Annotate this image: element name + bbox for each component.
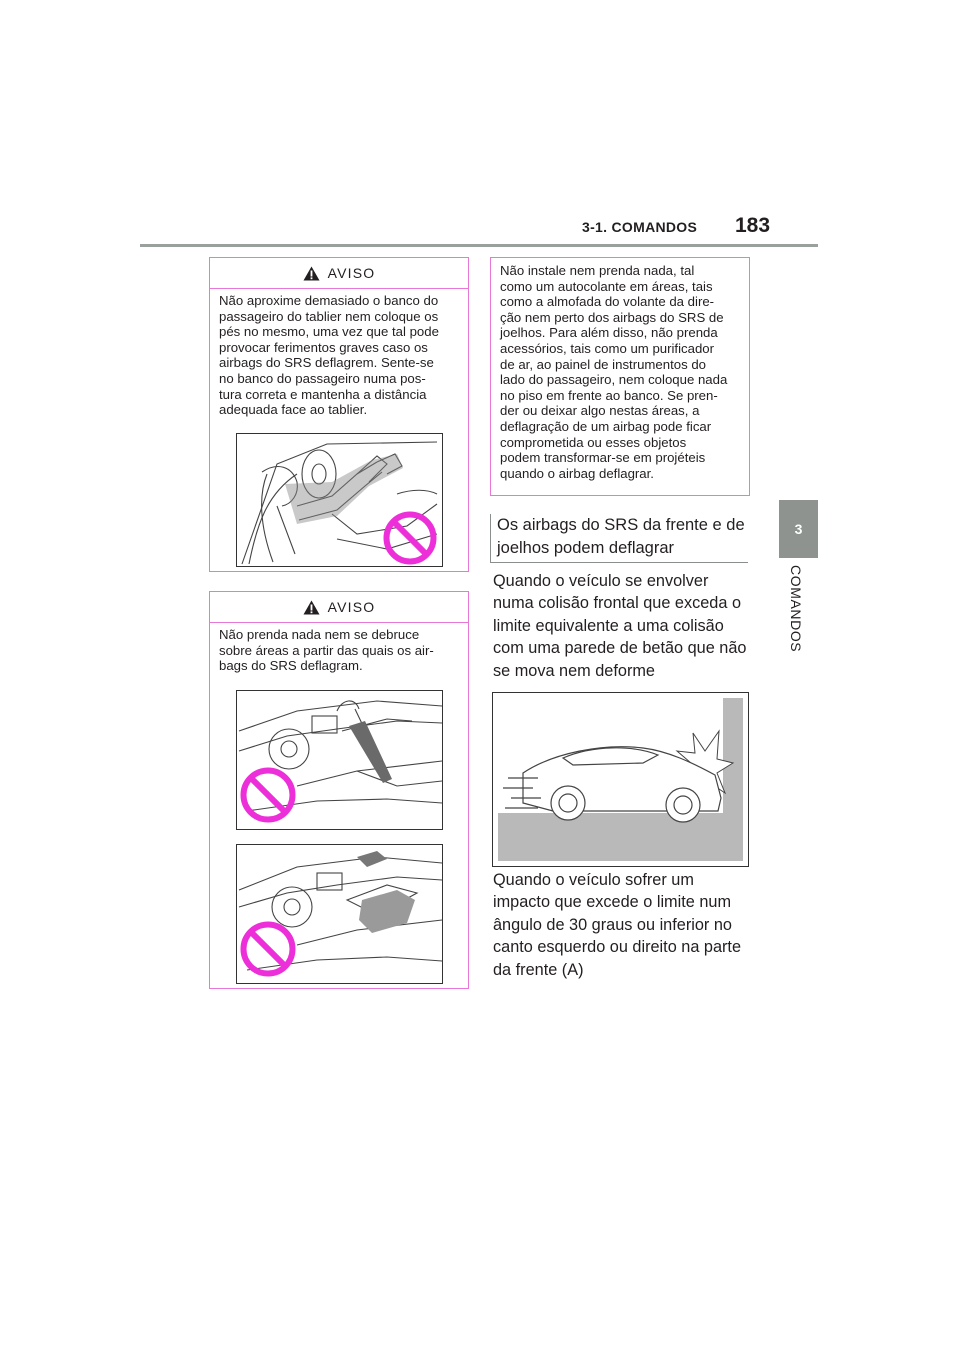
illustration-object-on-passenger-airbag bbox=[236, 844, 443, 984]
text-line: com uma parede de betão que não bbox=[493, 639, 747, 658]
subsection-title-line: Os airbags do SRS da frente e de bbox=[497, 516, 745, 534]
text-line: passageiro do tablier nem coloque os bbox=[219, 308, 439, 324]
text-line: como a almofada do volante da dire- bbox=[500, 294, 715, 310]
text-line: da frente (A) bbox=[493, 960, 584, 979]
header-divider bbox=[140, 244, 818, 247]
illustration-passenger-feet-on-dashboard bbox=[236, 433, 443, 567]
text-line: der ou deixar algo nestas áreas, a bbox=[500, 403, 700, 419]
text-line: lado do passageiro, nem coloque nada bbox=[500, 372, 728, 388]
text-line: quando o airbag deflagrar. bbox=[500, 465, 654, 481]
warning-title: AVISO bbox=[327, 599, 376, 615]
prohibition-icon bbox=[240, 921, 296, 977]
text-line: ção nem perto dos airbags do SRS de bbox=[500, 309, 724, 325]
text-line: bags do SRS deflagram. bbox=[219, 658, 363, 674]
subsection-rule bbox=[490, 562, 748, 563]
text-line: limite equivalente a uma colisão bbox=[493, 616, 724, 635]
section-title: 3-1. COMANDOS bbox=[582, 219, 698, 235]
text-line: acessórios, tais como um purificador bbox=[500, 340, 715, 356]
warning-title: AVISO bbox=[327, 265, 376, 281]
chapter-label bbox=[786, 565, 810, 675]
text-line: Quando o veículo se envolver bbox=[493, 572, 709, 590]
subsection-title-line: joelhos podem deflagrar bbox=[497, 539, 675, 557]
paragraph-angled-impact bbox=[493, 869, 741, 981]
illustration-umbrella-on-airbag bbox=[236, 690, 443, 830]
warning-header bbox=[210, 592, 468, 623]
text-line: Quando o veículo sofrer um bbox=[493, 871, 694, 889]
paragraph-frontal-collision bbox=[493, 570, 746, 682]
warning-box-seat-distance bbox=[209, 257, 469, 572]
text-line: tura correta e mantenha a distância bbox=[219, 386, 427, 402]
text-line: de ar, ao painel de instrumentos do bbox=[500, 356, 707, 372]
warning-triangle-icon bbox=[303, 266, 320, 281]
subsection-title bbox=[497, 514, 745, 560]
warning-text bbox=[210, 623, 468, 674]
warning-triangle-icon bbox=[303, 600, 320, 615]
text-line: numa colisão frontal que exceda o bbox=[493, 594, 741, 613]
text-line: podem transformar-se em projéteis bbox=[500, 450, 706, 466]
prohibition-icon bbox=[240, 767, 296, 823]
page-number: 183 bbox=[735, 214, 771, 237]
text-line: provocar ferimentos graves caso os bbox=[219, 339, 428, 355]
warning-box-deployment-areas bbox=[209, 591, 469, 989]
warning-header bbox=[210, 258, 468, 289]
chapter-label-text: COMANDOS bbox=[788, 565, 804, 653]
text-line: Não aproxime demasiado o banco do bbox=[219, 293, 439, 308]
text-line: impacto que excede o limite num bbox=[493, 893, 732, 912]
text-line: canto esquerdo ou direito na parte bbox=[493, 938, 742, 957]
text-line: pés no mesmo, uma vez que tal pode bbox=[219, 324, 439, 340]
text-line: comprometida ou esses objetos bbox=[500, 434, 687, 450]
text-line: sobre áreas a partir das quais os air- bbox=[219, 642, 434, 658]
subsection-left-rule bbox=[490, 514, 491, 562]
text-line: airbags do SRS deflagrem. Sente-se bbox=[219, 355, 434, 371]
warning-text bbox=[210, 289, 468, 418]
text-line: adequada face ao tablier. bbox=[219, 402, 368, 418]
text-line: no piso em frente ao banco. Se pren- bbox=[500, 387, 718, 403]
prohibition-icon bbox=[383, 511, 437, 565]
warning-box-continued bbox=[490, 257, 750, 496]
text-line: como um autocolante em áreas, tais bbox=[500, 278, 713, 294]
text-line: se mova nem deforme bbox=[493, 661, 655, 680]
text-line: ângulo de 30 graus ou inferior no bbox=[493, 915, 732, 934]
text-line: no banco do passageiro numa pos- bbox=[219, 370, 426, 386]
illustration-frontal-crash-wall bbox=[492, 692, 749, 867]
text-line: Não prenda nada nem se debruce bbox=[219, 627, 420, 642]
chapter-tab: 3 bbox=[779, 500, 818, 558]
text-line: Não instale nem prenda nada, tal bbox=[500, 263, 695, 278]
text-line: joelhos. Para além disso, não prenda bbox=[500, 325, 718, 341]
text-line: deflagração de um airbag pode ficar bbox=[500, 418, 712, 434]
